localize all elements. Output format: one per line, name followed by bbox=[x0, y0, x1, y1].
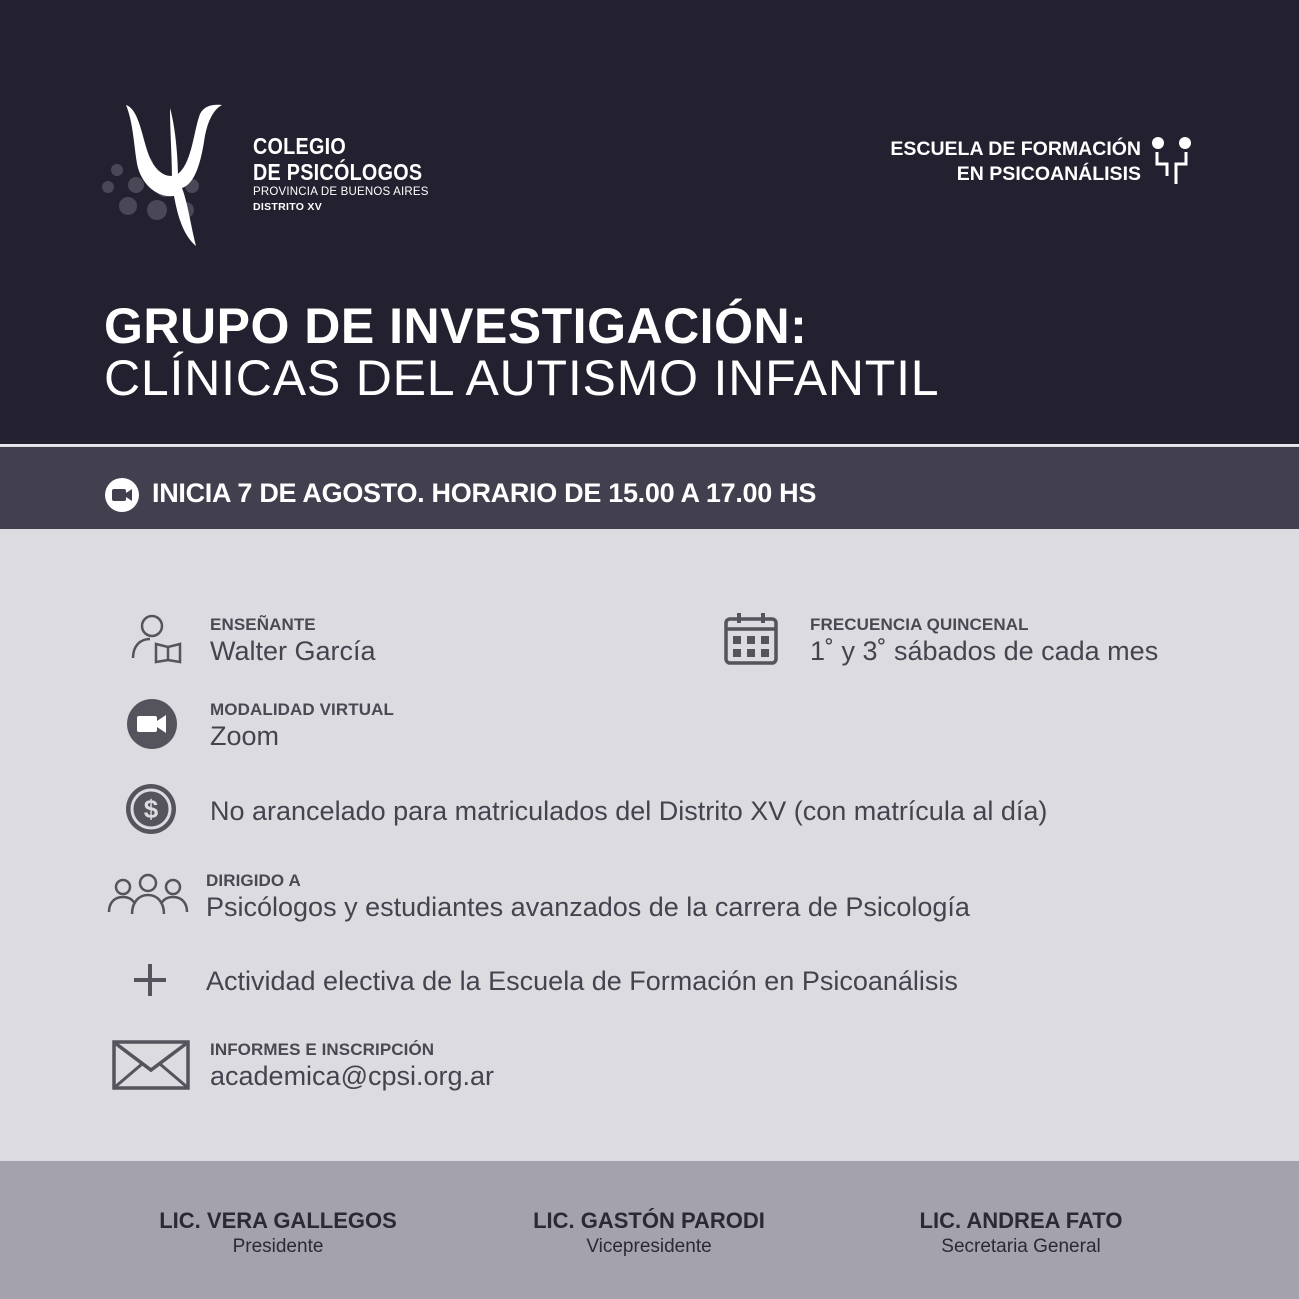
details-panel bbox=[0, 529, 1299, 1161]
person-role: Secretaria General bbox=[941, 1236, 1101, 1257]
modality-value: Zoom bbox=[210, 721, 280, 751]
modality-label: MODALIDAD VIRTUAL bbox=[210, 700, 394, 719]
teacher-label: ENSEÑANTE bbox=[210, 615, 316, 634]
contact-email-link[interactable]: academica@cpsi.org.ar bbox=[210, 1061, 495, 1091]
frequency-label: FRECUENCIA QUINCENAL bbox=[810, 615, 1029, 634]
audience-label: DIRIGIDO A bbox=[206, 871, 301, 890]
logo-sub-line1: PROVINCIA DE BUENOS AIRES bbox=[253, 186, 429, 198]
person-name: LIC. GASTÓN PARODI bbox=[533, 1208, 765, 1233]
footer-person-vicepresident bbox=[479, 1207, 819, 1259]
video-camera-icon bbox=[126, 698, 178, 750]
group-icon bbox=[107, 872, 189, 916]
audience-value: Psicólogos y estudiantes avanzados de la carrera de Psicología bbox=[206, 892, 970, 922]
logo-name-line1: COLEGIO bbox=[253, 133, 347, 159]
frequency-value: 1˚ y 3˚ sábados de cada mes bbox=[810, 636, 1159, 666]
person-name: LIC. ANDREA FATO bbox=[919, 1208, 1123, 1233]
page-title-line1: GRUPO DE INVESTIGACIÓN: bbox=[104, 298, 808, 354]
footer-person-secretary bbox=[851, 1207, 1191, 1259]
header-divider bbox=[0, 444, 1299, 446]
logo-sub-line2: DISTRITO XV bbox=[253, 201, 323, 213]
person-role: Presidente bbox=[232, 1236, 324, 1257]
contact-label: INFORMES E INSCRIPCIÓN bbox=[210, 1040, 435, 1059]
person-role: Vicepresidente bbox=[586, 1236, 712, 1257]
video-camera-icon bbox=[104, 477, 140, 513]
two-chairs-icon bbox=[1148, 136, 1194, 186]
psi-logo-icon bbox=[100, 100, 235, 250]
page-title-line2: CLÍNICAS DEL AUTISMO INFANTIL bbox=[104, 350, 940, 406]
fee-value: No arancelado para matriculados del Distrito XV (con matrícula al día) bbox=[210, 796, 1048, 826]
footer-person-president bbox=[108, 1207, 448, 1259]
schedule-text: INICIA 7 DE AGOSTO. HORARIO DE 15.00 A 17.00 HS bbox=[152, 478, 817, 508]
teacher-book-icon bbox=[128, 612, 184, 664]
teacher-value: Walter García bbox=[210, 636, 376, 666]
logo-wordmark bbox=[253, 133, 450, 215]
elective-value: Actividad electiva de la Escuela de Formación en Psicoanálisis bbox=[206, 966, 958, 996]
envelope-icon bbox=[112, 1040, 190, 1090]
calendar-icon bbox=[723, 612, 779, 666]
school-line1: ESCUELA DE FORMACIÓN bbox=[890, 138, 1141, 160]
school-name bbox=[890, 137, 1141, 187]
person-name: LIC. VERA GALLEGOS bbox=[159, 1208, 397, 1233]
logo-name-line2: DE PSICÓLOGOS bbox=[253, 159, 423, 185]
school-line2: EN PSICOANÁLISIS bbox=[956, 163, 1141, 185]
svg-text:$: $ bbox=[143, 794, 159, 824]
dollar-icon bbox=[125, 783, 177, 835]
plus-icon bbox=[132, 962, 168, 998]
